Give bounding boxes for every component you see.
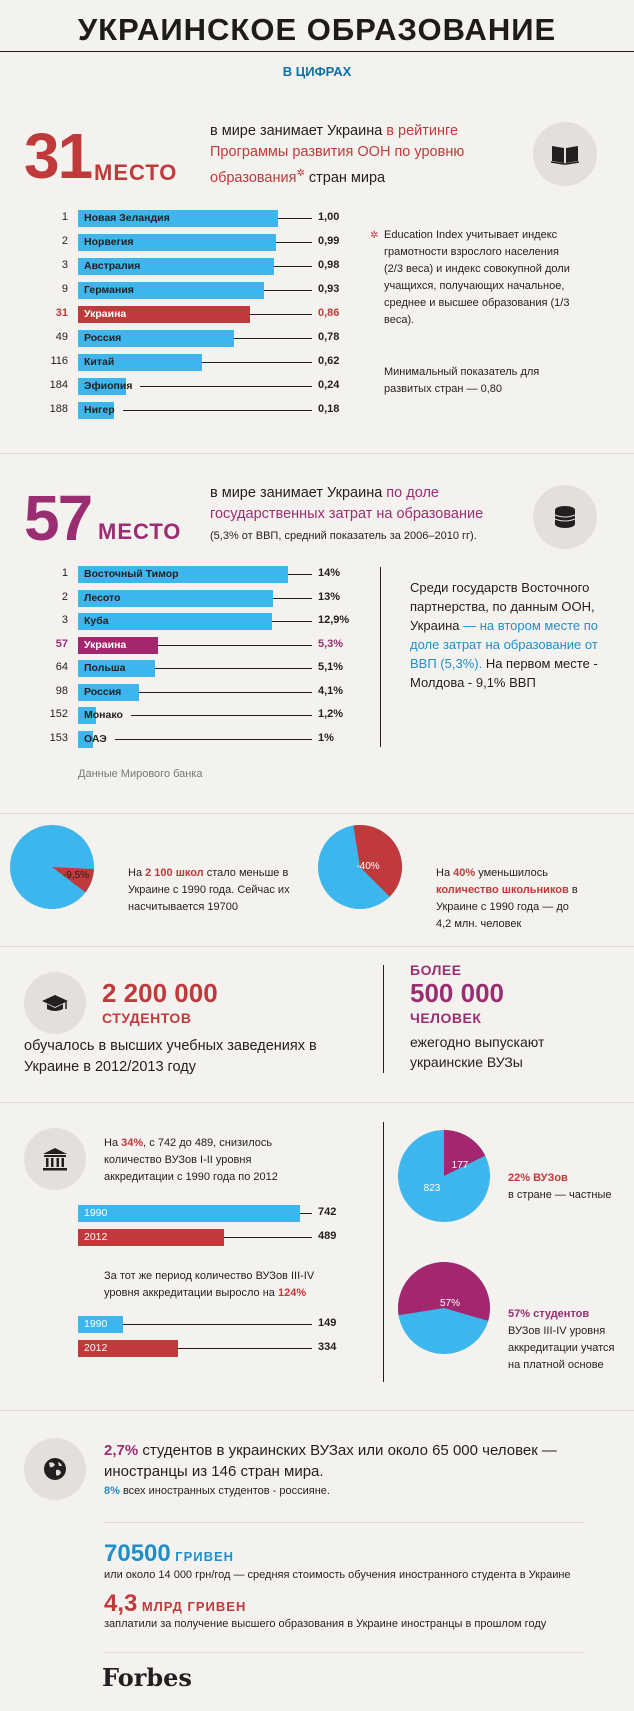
- table-row-rank: 1: [61, 567, 68, 579]
- table-row-label: Россия: [84, 332, 122, 344]
- universities-intro: На 34%, с 742 до 489, снизилось количество ВУЗов I-II уровня аккредитации с 1990 года по 2012: [104, 1137, 278, 1183]
- table-row-rank: 98: [55, 684, 68, 697]
- table-row-label: Россия: [84, 685, 122, 698]
- tuition-text: или около 14 000 грн/год — средняя стоимость обучения иностранного студента в Украине: [104, 1569, 571, 1581]
- year-leader: [123, 1324, 312, 1325]
- year-label: 1990: [84, 1207, 108, 1219]
- graduates-text: ежегодно выпускают украинские ВУЗы: [410, 1034, 545, 1070]
- paid-students-pie: [398, 1262, 490, 1354]
- students-text: обучалось в высших учебных заведениях в Украине в 2012/2013 году: [24, 1038, 317, 1075]
- table-row-leader: [272, 621, 312, 622]
- table-row-leader: [202, 362, 312, 363]
- title-rule: [0, 51, 634, 52]
- table-row-rank: 3: [61, 259, 68, 271]
- year-bar: [78, 1205, 300, 1222]
- table-row-label: Новая Зеландия: [84, 212, 170, 224]
- table-row-leader: [288, 574, 312, 575]
- table-row-rank: 3: [61, 614, 68, 626]
- spending-source: Данные Мирового банка: [78, 768, 203, 780]
- table-row-leader: [273, 598, 312, 599]
- universities-1-2-chart: [0, 1205, 360, 1255]
- footnote-marker: ✲: [370, 230, 379, 241]
- divider: [0, 453, 634, 454]
- graduates-number: 500 000: [410, 978, 504, 1008]
- table-row-rank: 9: [61, 283, 68, 295]
- table-row-label: Эфиопия: [84, 380, 133, 392]
- book-icon: [533, 122, 597, 186]
- coins-icon: [533, 485, 597, 549]
- students-word: СТУДЕНТОВ: [102, 1010, 192, 1026]
- table-row-leader: [115, 739, 312, 740]
- russian-students-text: 8% всех иностранных студентов - россияне.: [104, 1485, 330, 1497]
- university-icon: [24, 1128, 86, 1190]
- vertical-divider: [383, 965, 384, 1073]
- table-row-label: Восточный Тимор: [84, 568, 179, 580]
- table-row-value: 0,18: [318, 403, 340, 415]
- spending-description: в мире занимает Украина по доле государственных затрат на образование: [210, 485, 484, 522]
- table-row-label: Норвегия: [84, 236, 134, 248]
- table-row-label: Польша: [84, 662, 126, 674]
- pie-label: 57%: [439, 1298, 461, 1309]
- table-row-rank: 188: [49, 403, 68, 415]
- table-row-label: Куба: [84, 615, 109, 627]
- rank-number-57: 57: [24, 482, 92, 554]
- total-payments-text: заплатили за получение высшего образования в Украине иностранцы в прошлом году: [104, 1618, 547, 1630]
- table-row-rank: 49: [55, 331, 68, 343]
- table-row-label: ОАЭ: [84, 732, 107, 745]
- table-row-value: 0,86: [318, 307, 340, 319]
- spending-chart: [0, 566, 360, 766]
- divider: [0, 946, 634, 947]
- table-row-label: Китай: [84, 356, 115, 368]
- table-row-leader: [158, 645, 312, 646]
- table-row-value: 12,9%: [318, 614, 350, 626]
- table-row-leader: [264, 290, 312, 291]
- universities-mid-text: За тот же период количество ВУЗов III-IV уровня аккредитации выросло на 124%: [104, 1270, 315, 1299]
- table-row-rank: 57: [55, 637, 68, 650]
- divider: [0, 1410, 634, 1411]
- rank-number-31: 31: [24, 120, 92, 192]
- table-row-leader: [274, 266, 312, 267]
- vertical-divider: [383, 1122, 384, 1382]
- universities-3-4-chart: [0, 1316, 360, 1366]
- rank-word: МЕСТО: [94, 160, 178, 185]
- table-row-leader: [123, 410, 312, 411]
- table-row-leader: [131, 715, 312, 716]
- table-row-value: 1,00: [318, 211, 340, 223]
- education-index-note: Education Index учитывает индекс грамотности взрослого населения (2/3 веса) и индекс совокупной доли учащихся, получающих начальное, среднее и высшее образования (1/3 веса).: [384, 229, 570, 326]
- schools-text: На 2 100 школ стало меньше в Украине с 1990 года. Сейчас их насчитывается 19700: [128, 867, 290, 913]
- page-title: УКРАИНСКОЕ ОБРАЗОВАНИЕ: [77, 12, 557, 47]
- divider: [104, 1652, 584, 1653]
- table-row-label: Нигер: [84, 404, 115, 416]
- students-number: 2 200 000: [102, 978, 218, 1008]
- private-universities-pie: [398, 1130, 490, 1222]
- table-row-label: Монако: [84, 709, 123, 721]
- table-row-label: Германия: [84, 284, 134, 296]
- table-row-leader: [278, 218, 312, 219]
- pupils-pie: [318, 825, 402, 909]
- table-row-value: 0,99: [318, 235, 340, 247]
- table-row-value: 0,93: [318, 283, 340, 295]
- table-row-value: 0,62: [318, 355, 340, 367]
- rank-description: в мире занимает Украина в рейтинге Программы развития ООН по уровню образования✲ стран мира: [210, 123, 465, 186]
- table-row-value: 0,24: [318, 379, 340, 391]
- table-row-label: Лесото: [84, 591, 121, 604]
- year-leader: [300, 1213, 312, 1214]
- globe-icon: [24, 1438, 86, 1500]
- table-row-value: 1,2%: [318, 708, 344, 720]
- page-subtitle: В ЦИФРАХ: [282, 64, 352, 79]
- table-row-label: Украина: [84, 638, 127, 651]
- total-payments-stat: 4,3 МЛРД ГРИВЕН: [104, 1590, 247, 1617]
- graduation-cap-icon: [24, 972, 86, 1034]
- pupils-text: На 40% уменьшилось количество школьников в Украине с 1990 года — до 4,2 млн. человек: [436, 867, 578, 930]
- table-row-value: 0,78: [318, 331, 340, 343]
- year-value: 149: [318, 1317, 337, 1329]
- pie-label: -9,5%: [62, 870, 90, 881]
- tuition-stat: 70500 ГРИВЕН: [104, 1540, 235, 1567]
- education-index-min-note: Минимальный показатель для развитых стран — 0,80: [384, 366, 540, 395]
- table-row-value: 14%: [318, 567, 341, 579]
- vertical-divider: [380, 567, 381, 747]
- foreign-students-text: 2,7% студентов в украинских ВУЗах или около 65 000 человек — иностранцы из 146 стран мира.: [104, 1442, 557, 1480]
- table-row-leader: [155, 668, 312, 669]
- pie-label: -40%: [356, 861, 380, 872]
- table-row-label: Украина: [84, 308, 127, 320]
- year-value: 742: [318, 1206, 337, 1218]
- table-row-rank: 153: [49, 731, 68, 744]
- table-row-leader: [276, 242, 312, 243]
- table-row-value: 13%: [318, 590, 341, 603]
- table-row-rank: 2: [61, 590, 68, 603]
- table-row-leader: [139, 692, 312, 693]
- graduates-pre: БОЛЕЕ: [410, 962, 462, 978]
- year-leader: [178, 1348, 312, 1349]
- table-row-rank: 1: [61, 211, 68, 223]
- pie-label-small: 177: [451, 1160, 469, 1171]
- table-row-rank: 2: [61, 235, 68, 247]
- rank-word: МЕСТО: [98, 519, 182, 544]
- table-row-rank: 116: [50, 355, 68, 367]
- year-value: 489: [318, 1230, 337, 1242]
- table-row-leader: [140, 386, 312, 387]
- table-row-rank: 152: [49, 708, 68, 720]
- education-index-chart: [0, 210, 360, 430]
- table-row-rank: 31: [55, 307, 68, 319]
- year-value: 334: [318, 1341, 337, 1353]
- year-label: 2012: [84, 1342, 108, 1354]
- divider: [0, 1102, 634, 1103]
- table-row-leader: [250, 314, 312, 315]
- table-row-rank: 184: [49, 379, 68, 391]
- table-row-value: 5,1%: [318, 661, 344, 673]
- spending-note: (5,3% от ВВП, средний показатель за 2006–2010 гг).: [210, 530, 477, 542]
- table-row-leader: [234, 338, 312, 339]
- table-row-value: 1%: [318, 731, 334, 744]
- private-universities-text: 22% ВУЗов в стране — частные: [508, 1172, 612, 1201]
- table-row-value: 5,3%: [318, 637, 344, 650]
- year-leader: [224, 1237, 312, 1238]
- paid-students-text: 57% студентов ВУЗов III-IV уровня аккредитации учатся на платной основе: [508, 1308, 615, 1371]
- year-label: 1990: [84, 1318, 108, 1330]
- pie-label-big: 823: [423, 1183, 441, 1194]
- graduates-word: ЧЕЛОВЕК: [410, 1010, 482, 1026]
- table-row-value: 0,98: [318, 259, 340, 271]
- year-label: 2012: [84, 1231, 108, 1243]
- table-row-value: 4,1%: [318, 684, 344, 697]
- schools-pie: [10, 825, 94, 909]
- eastern-partnership-note: Среди государств Восточного партнерства, по данным ООН, Украина — на втором месте по доле затрат на образование от ВВП (5,3%). На первом месте - Молдова - 9,1% ВВП: [410, 580, 599, 690]
- table-row-rank: 64: [55, 661, 68, 673]
- divider: [104, 1522, 584, 1523]
- forbes-logo: Forbes: [102, 1663, 192, 1692]
- table-row-label: Австралия: [84, 260, 141, 272]
- divider: [0, 813, 634, 814]
